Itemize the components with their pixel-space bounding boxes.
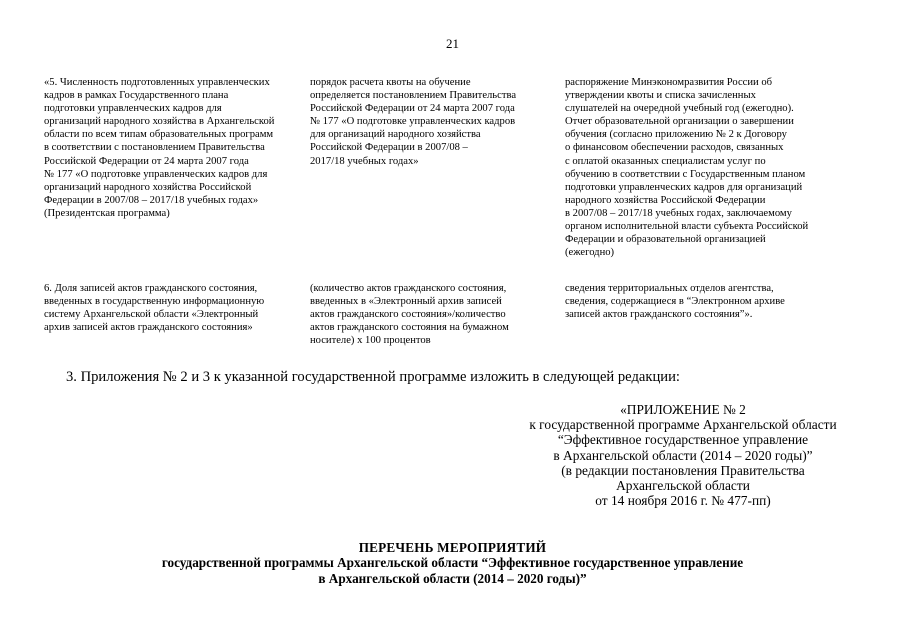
- indicator-name-cell: «5. Численность подготовленных управленческих кадров в рамках Государственного плана подготовки управленческих кадров для организаций народного хозяйства в Архангельской области по всем типам образовательных программ в соответствии с постановлением Правительства Российской Федерации от 24 марта 2007 года № 177 «О подготовке управленческих кадров для организаций народного хозяйства Российской Федерации в 2007/08 – 2017/18 учебных годах» (Президентская программа): [44, 77, 275, 219]
- title-line-3: в Архангельской области (2014 – 2020 годы)”: [318, 570, 587, 586]
- appendix-header: «ПРИЛОЖЕНИЕ № 2 к государственной программе Архангельской области “Эффективное государственное управление в Архангельской области (2014 – 2020 годы)” (в редакции постановления Правительства Архангельской области от 14 ноября 2016 г. № 477-пп): [529, 402, 837, 509]
- page-number: 21: [446, 36, 459, 51]
- title-line-2: государственной программы Архангельской области “Эффективное государственное управление: [161, 555, 744, 571]
- amendment-instruction: 3. Приложения № 2 и 3 к указанной государственной программе изложить в следующей редакции:: [66, 369, 680, 385]
- indicator-name-cell: 6. Доля записей актов гражданского состояния, введенных в государственную информационную систему Архангельской области «Электронный архив записей актов гражданского состояния»: [44, 283, 265, 334]
- calculation-method-cell: порядок расчета квоты на обучение определяется постановлением Правительства Российской Федерации от 24 марта 2007 года № 177 «О подготовке управленческих кадров для организаций народного хозяйства Российской Федерации в 2007/08 – 2017/18 учебных годах»: [310, 77, 517, 167]
- document-title: [0, 540, 905, 586]
- calculation-method-cell: (количество актов гражданского состояния, введенных в «Электронный архив записей актов гражданского состояния»/количество актов гражданского состояния на бумажном носителе) x 100 процентов: [310, 283, 509, 347]
- data-source-cell: распоряжение Минэкономразвития России об утверждении квоты и списка зачисленных слушателей на очередной учебный год (ежегодно). Отчет образовательной организации о завершении обучения (согласно приложению № 2 к Договору о финансовом обеспечении расходов, связанных с оплатой оказанных специалистам услуг по обучению в соответствии с Государственным планом подготовки управленческих кадров для организаций народного хозяйства Российской Федерации в 2007/08 – 2017/18 учебных годах, заключаемому органом исполнительной власти субъекта Российской Федерации и образовательной организацией (ежегодно): [565, 77, 809, 259]
- data-source-cell: сведения территориальных отделов агентства, сведения, содержащиеся в “Электронном архиве записей актов гражданского состояния”».: [565, 283, 785, 321]
- title-main: ПЕРЕЧЕНЬ МЕРОПРИЯТИЙ: [358, 540, 547, 555]
